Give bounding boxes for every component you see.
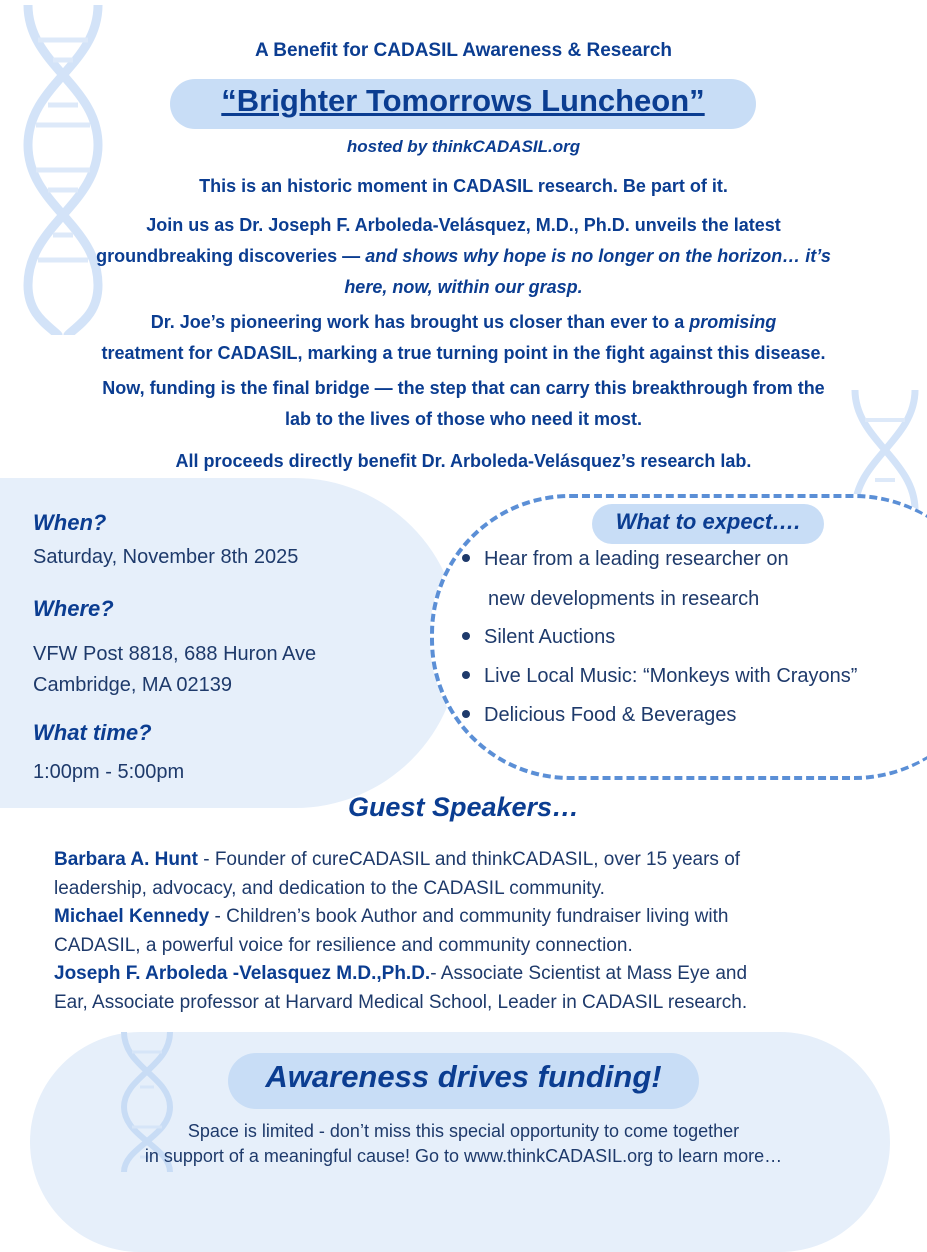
awareness-headline: Awareness drives funding! xyxy=(265,1059,662,1094)
speaker-3-name: Joseph F. Arboleda -Velasquez M.D.,Ph.D. xyxy=(54,963,431,984)
speaker-2-desc-a: - Children’s book Author and community fundraiser living with xyxy=(209,906,729,927)
event-title: “Brighter Tomorrows Luncheon” xyxy=(221,83,705,118)
intro-p3-a-italic: promising xyxy=(689,312,777,332)
speaker-1-line-1 xyxy=(54,845,894,874)
speaker-2-line-1 xyxy=(54,902,894,931)
speaker-2 xyxy=(54,902,894,960)
intro-line-1: This is an historic moment in CADASIL research. Be part of it. xyxy=(199,176,728,196)
where-line-1: VFW Post 8818, 688 Huron Ave xyxy=(33,643,317,665)
speakers-title: Guest Speakers… xyxy=(347,792,580,822)
speaker-1-name: Barbara A. Hunt xyxy=(54,849,198,870)
expect-item-1-text: Silent Auctions xyxy=(484,626,616,648)
speaker-3 xyxy=(54,959,894,1017)
speaker-2-line-2: CADASIL, a powerful voice for resilience and community connection. xyxy=(54,935,633,956)
expect-item-3 xyxy=(462,704,736,727)
intro-paragraph-2 xyxy=(20,210,907,303)
intro-p3-a-text: Dr. Joe’s pioneering work has brought us closer than ever to a xyxy=(150,312,690,332)
speaker-1-line-2: leadership, advocacy, and dedication to the CADASIL community. xyxy=(54,878,605,899)
speaker-3-line-2: Ear, Associate professor at Harvard Medical School, Leader in CADASIL research. xyxy=(54,992,748,1013)
intro-p4-line-b: lab to the lives of those who need it most. xyxy=(284,409,643,429)
speaker-2-name: Michael Kennedy xyxy=(54,906,210,927)
expect-title: What to expect…. xyxy=(615,509,801,534)
time-label: What time? xyxy=(33,720,152,745)
where-label: Where? xyxy=(33,596,114,621)
expect-item-0 xyxy=(462,548,789,571)
expect-item-2-text: Live Local Music: “Monkeys with Crayons” xyxy=(484,665,858,687)
speaker-3-desc-a: - Associate Scientist at Mass Eye and xyxy=(430,963,748,984)
bullet-icon xyxy=(462,554,470,562)
intro-p2-b-italic: and shows why hope is no longer on the horizon… it’s xyxy=(365,246,831,266)
footer-line-1: Space is limited - don’t miss this special opportunity to come together xyxy=(187,1121,740,1141)
expect-item-1 xyxy=(462,626,615,649)
speaker-3-line-1 xyxy=(54,959,894,988)
intro-paragraph-5: All proceeds directly benefit Dr. Arboleda-Velásquez’s research lab. xyxy=(175,451,752,471)
bullet-icon xyxy=(462,710,470,718)
intro-p2-line-c: here, now, within our grasp. xyxy=(344,277,583,297)
expect-item-0-continued: new developments in research xyxy=(488,588,760,610)
kicker-text: A Benefit for CADASIL Awareness & Research xyxy=(254,40,673,61)
intro-p2-line-a: Join us as Dr. Joseph F. Arboleda-Velásquez, M.D., Ph.D. unveils the latest xyxy=(146,215,781,235)
hosted-by: hosted by thinkCADASIL.org xyxy=(346,137,581,156)
intro-paragraph-3 xyxy=(20,307,907,369)
expect-item-3-text: Delicious Food & Beverages xyxy=(484,704,737,726)
speaker-1 xyxy=(54,845,894,903)
bullet-icon xyxy=(462,632,470,640)
speaker-1-desc-a: - Founder of cureCADASIL and thinkCADASIL, over 15 years of xyxy=(197,849,741,870)
intro-p3-line-a xyxy=(20,307,907,338)
intro-p4-line-a: Now, funding is the final bridge — the step that can carry this breakthrough from the xyxy=(102,378,825,398)
when-label: When? xyxy=(33,510,107,535)
intro-p2-line-b xyxy=(20,241,907,272)
when-value: Saturday, November 8th 2025 xyxy=(33,546,299,568)
expect-item-0-text: Hear from a leading researcher on xyxy=(484,548,789,570)
intro-p3-line-b: treatment for CADASIL, marking a true turning point in the fight against this disease. xyxy=(101,343,826,363)
where-line-2: Cambridge, MA 02139 xyxy=(33,674,233,696)
intro-paragraph-4 xyxy=(20,373,907,435)
bullet-icon xyxy=(462,671,470,679)
time-value: 1:00pm - 5:00pm xyxy=(33,761,185,783)
footer-line-2: in support of a meaningful cause! Go to www.thinkCADASIL.org to learn more… xyxy=(144,1146,783,1166)
intro-p2-b-text: groundbreaking discoveries — xyxy=(96,246,366,266)
expect-item-2 xyxy=(462,665,857,688)
